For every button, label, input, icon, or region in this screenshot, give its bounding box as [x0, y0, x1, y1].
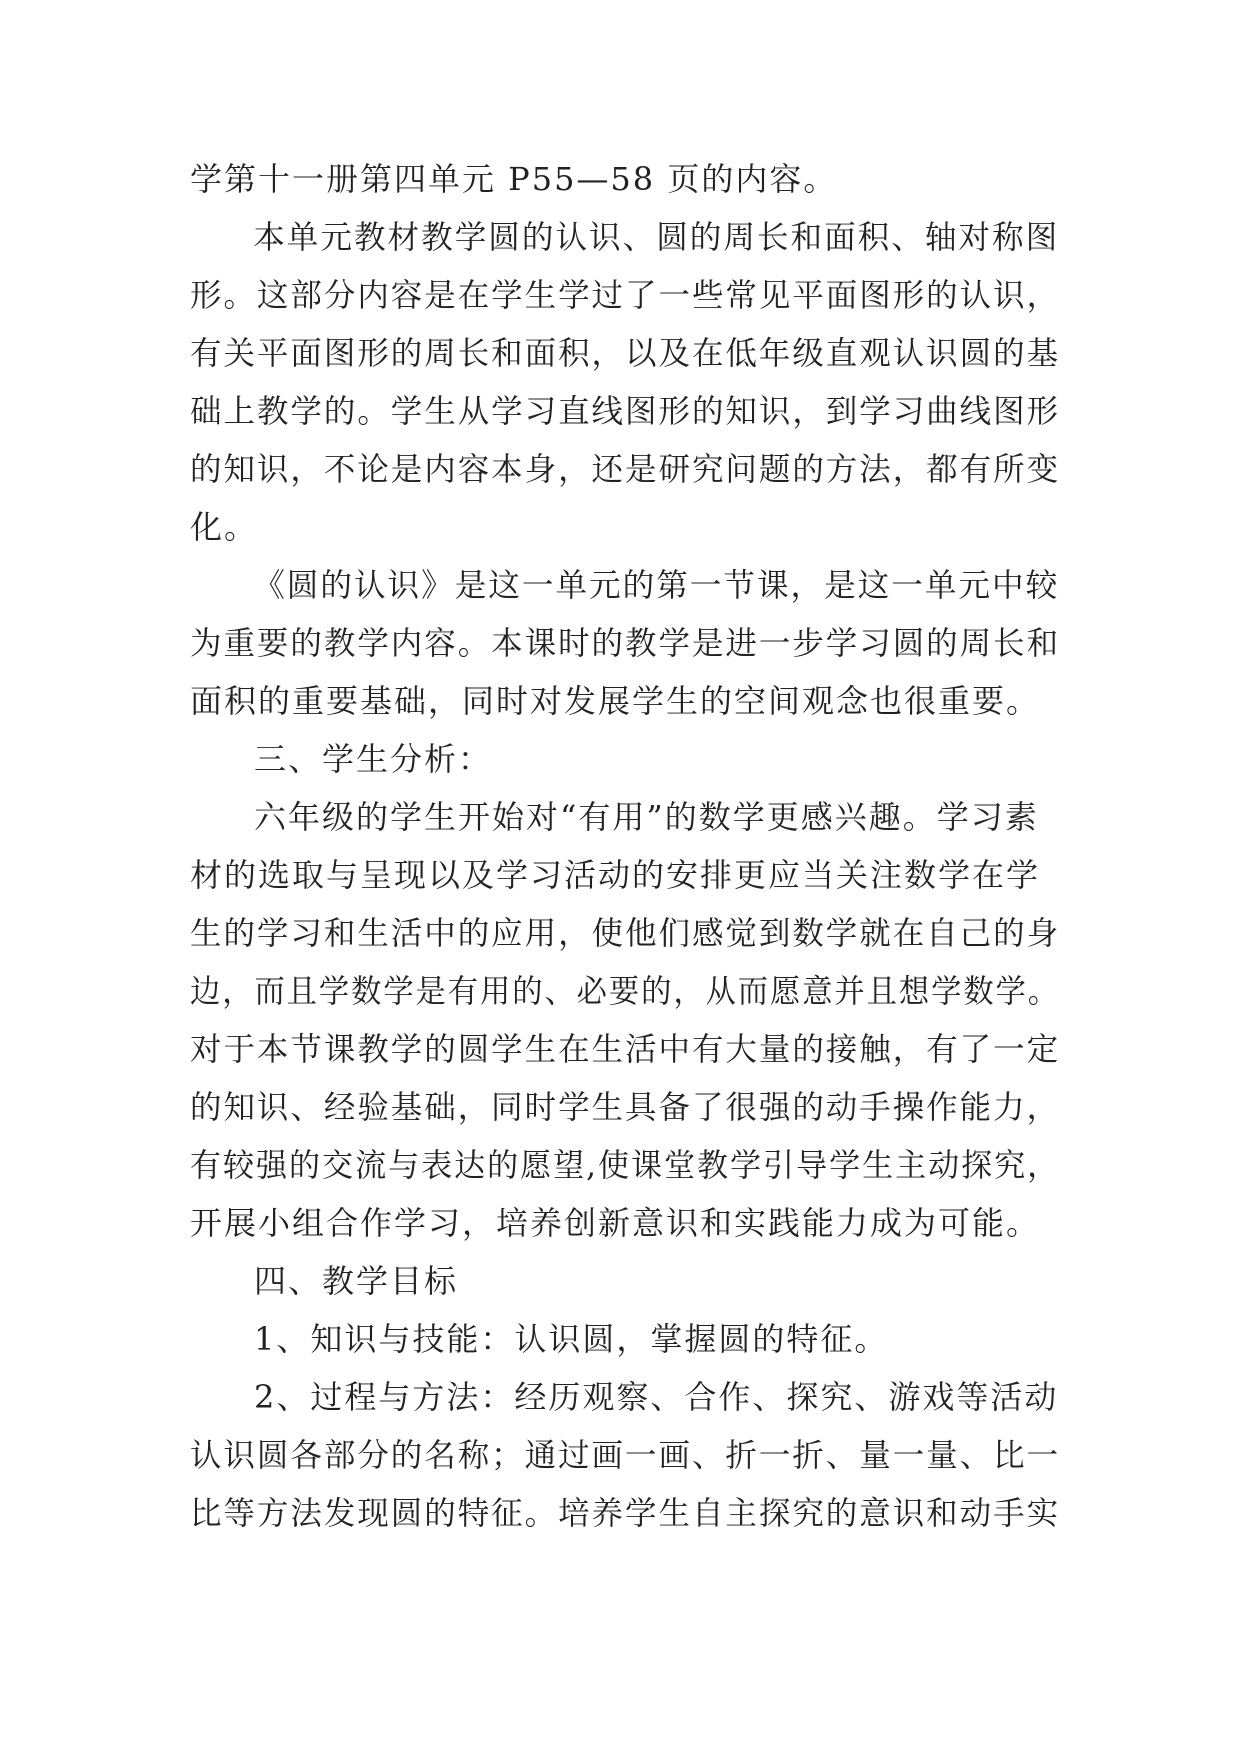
document-body: [190, 150, 1060, 1542]
text-line: 为重要的教学内容。本课时的教学是进一步学习圆的周长和: [190, 624, 1061, 662]
text-line: 化。: [190, 508, 259, 546]
text-line: 边，而且学数学是有用的、必要的，从而愿意并且想学数学。: [190, 972, 1061, 1010]
text-line: 三、学生分析：: [254, 740, 493, 778]
text-line: 面积的重要基础，同时对发展学生的空间观念也很重要。: [190, 682, 1041, 720]
text-line: 《圆的认识》是这一单元的第一节课，是这一单元中较: [253, 566, 1060, 604]
text-line: 本单元教材教学圆的认识、圆的周长和面积、轴对称图: [253, 218, 1060, 256]
text-line: 对于本节课教学的圆学生在生活中有大量的接触，有了一定: [190, 1030, 1061, 1068]
text-line: 材的选取与呈现以及学习活动的安排更应当关注数学在学: [190, 856, 1041, 894]
text-line: 有关平面图形的周长和面积，以及在低年级直观认识圆的基: [190, 334, 1061, 372]
text-line: 比等方法发现圆的特征。培养学生自主探究的意识和动手实: [190, 1494, 1061, 1532]
text-line: 四、教学目标: [254, 1262, 459, 1300]
text-line: 1、知识与技能：认识圆，掌握圆的特征。: [254, 1320, 889, 1358]
text-line: 2、过程与方法：经历观察、合作、探究、游戏等活动: [254, 1378, 1059, 1416]
text-line: 有较强的交流与表达的愿望,使课堂教学引导学生主动探究，: [190, 1146, 1061, 1184]
text-line: 认识圆各部分的名称；通过画一画、折一折、量一量、比一: [190, 1436, 1061, 1474]
text-line: 六年级的学生开始对“有用”的数学更感兴趣。学习素: [254, 798, 1039, 836]
text-line: 形。这部分内容是在学生学过了一些常见平面图形的认识，: [190, 276, 1061, 314]
text-line: 学第十一册第四单元 P55—58 页的内容。: [190, 160, 838, 198]
text-line: 的知识，不论是内容本身，还是研究问题的方法，都有所变: [190, 450, 1061, 488]
text-line: 的知识、经验基础，同时学生具备了很强的动手操作能力，: [190, 1088, 1061, 1126]
text-line: 生的学习和生活中的应用，使他们感觉到数学就在自己的身: [190, 914, 1061, 952]
text-line: 开展小组合作学习，培养创新意识和实践能力成为可能。: [190, 1204, 1041, 1242]
text-line: 础上教学的。学生从学习直线图形的知识，到学习曲线图形: [190, 392, 1061, 430]
